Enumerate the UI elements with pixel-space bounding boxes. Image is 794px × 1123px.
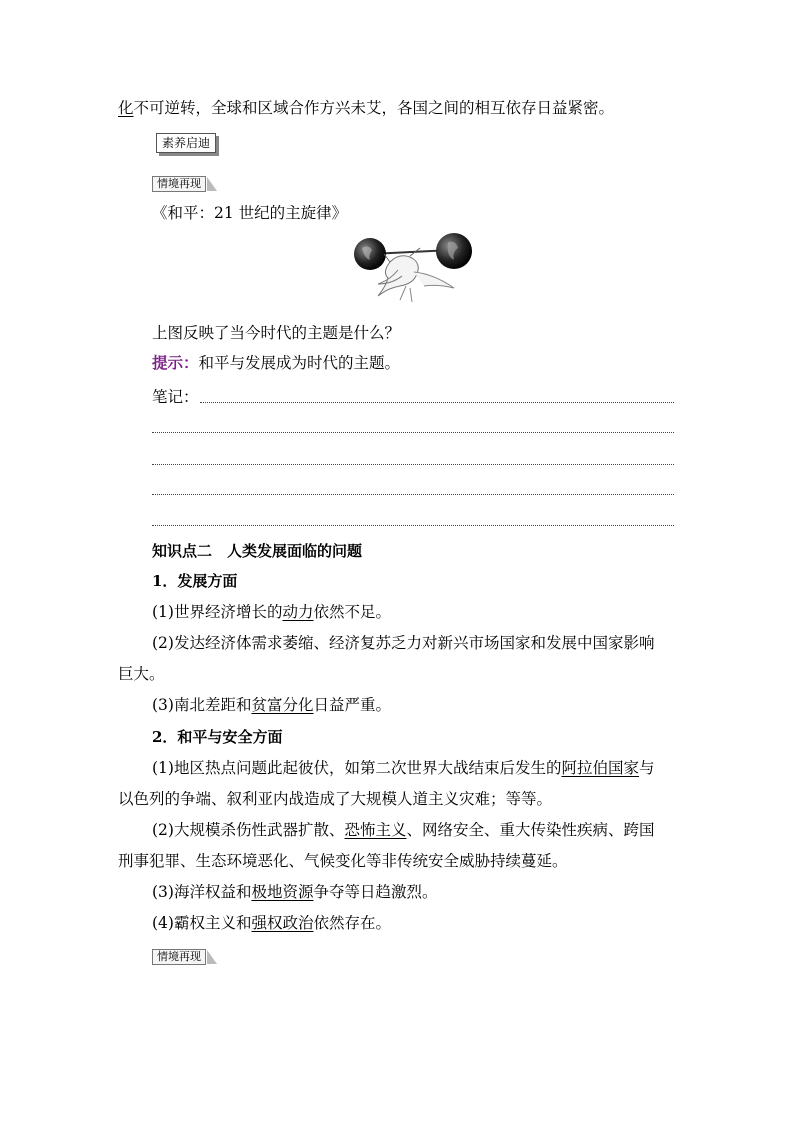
peace-p1-underlined: 阿拉伯国家 [561,759,639,777]
question: 上图反映了当今时代的主题是什么？ [152,324,401,342]
peace-p4-a: (4)霸权主义和 [152,914,252,932]
peace-p1-line2: 以色列的争端、叙利亚内战造成了大规模人道主义灾难；等等。 [118,790,553,808]
qingjing-tag-1 [152,176,206,192]
peace-p2-line1 [152,819,655,841]
dev-p3-b: 日益严重。 [313,696,391,714]
intro-text: 不可逆转，全球和区域合作方兴未艾，各国之间的相互依存日益紧密。 [133,99,615,117]
dev-p1-b: 依然不足。 [313,603,391,621]
notes-label: 笔记： [152,388,199,406]
section-heading: 知识点二 人类发展面临的问题 [152,542,363,560]
peace-p1-line1 [152,757,655,779]
left-globe-icon [354,238,386,270]
qingjing-tag-2 [152,949,206,965]
notes-line-2[interactable] [152,432,674,433]
qingjing-tag-2-label: 情境再现 [157,950,201,963]
suyang-tag: 素养启迪 [156,133,216,153]
intro-line [118,97,614,119]
peace-dove-barbell-image [350,232,475,308]
image-title: 《和平：21 世纪的主旋律》 [152,204,348,222]
dev-heading: 1．发展方面 [152,572,238,590]
peace-p4-b: 依然存在。 [313,914,391,932]
peace-p3-b: 争夺等日趋激烈。 [313,883,438,901]
dev-p1 [152,601,391,623]
peace-p2-underlined: 恐怖主义 [344,821,407,839]
peace-p1-b: 与 [638,759,655,777]
peace-p3-a: (3)海洋权益和 [152,883,252,901]
peace-p2-line2: 刑事犯罪、生态环境恶化、气候变化等非传统安全威胁持续蔓延。 [118,852,568,870]
hint-line [152,352,400,374]
dev-p1-underlined: 动力 [282,603,314,621]
peace-p2-b: 、网络安全、重大传染性疾病、跨国 [406,821,655,839]
hint-label: 提示： [152,353,199,372]
intro-underlined: 化 [118,99,134,117]
peace-p1-a: (1)地区热点问题此起彼伏，如第二次世界大战结束后发生的 [152,759,562,777]
dev-p2-line2: 巨大。 [118,665,165,683]
peace-p2-a: (2)大规模杀伤性武器扩散、 [152,821,345,839]
notes-line-3[interactable] [152,464,674,465]
dev-p2-line1: (2)发达经济体需求萎缩、经济复苏乏力对新兴市场国家和发展中国家影响 [152,634,655,652]
peace-p3-underlined: 极地资源 [251,883,314,901]
tag-tail-icon [207,950,217,964]
dove-icon [378,256,418,296]
notes-line-5[interactable] [152,525,674,526]
peace-p4 [152,912,391,934]
dev-p3 [152,694,391,716]
hint-text: 和平与发展成为时代的主题。 [198,354,401,372]
peace-p4-underlined: 强权政治 [251,914,314,932]
peace-heading: 2．和平与安全方面 [152,728,283,746]
dev-p1-a: (1)世界经济增长的 [152,603,283,621]
dev-p3-a: (3)南北差距和 [152,696,252,714]
notes-line-1[interactable] [200,402,674,403]
dev-p3-underlined: 贫富分化 [251,696,314,714]
notes-line-4[interactable] [152,494,674,495]
peace-p3 [152,881,438,903]
qingjing-tag-1-label: 情境再现 [157,177,201,190]
tag-tail-icon [207,177,217,191]
